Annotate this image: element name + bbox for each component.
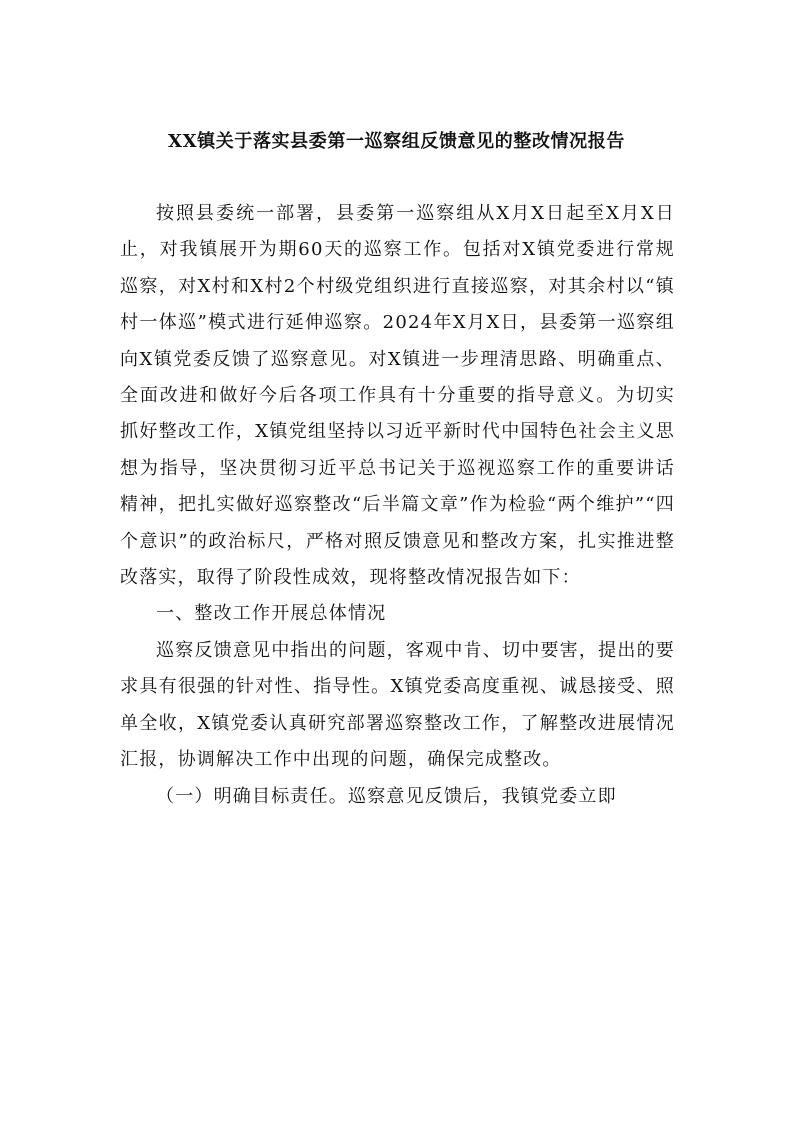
document-title: XX镇关于落实县委第一巡察组反馈意见的整改情况报告 (168, 131, 625, 152)
section-1-heading: 一、整改工作开展总体情况 (156, 603, 387, 625)
intro-paragraph: 按照县委统一部署，县委第一巡察组从X月X日起至X月X日止，对我镇展开为期60天的巡察工作。包括对X镇党委进行常规巡察，对X村和X村2个村级党组织进行直接巡察，对其余村以“镇村一体巡”模式进行延伸巡察。2024年X月X日，县委第一巡察组向X镇党委反馈了巡察意见。对X镇进一步理清思路、明确重点、全面改进和做好今后各项工作具有十分重要的指导意义。为切实抓好整改工作，X镇党组坚持以习近平新时代中国特色社会主义思想为指导，坚决贯彻习近平总书记关于巡视巡察工作的重要讲话精神，把扎实做好巡察整改“后半篇文章”作为检验“两个维护”“四个意识”的政治标尺，严格对照反馈意见和整改方案，扎实推进整改落实，取得了阶段性成效，现将整改情况报告如下： (120, 203, 675, 589)
subsection-1-paragraph: （一）明确目标责任。巡察意见反馈后，我镇党委立即 (156, 785, 617, 807)
document-body (120, 196, 675, 815)
section-1-paragraph: 巡察反馈意见中指出的问题，客观中肯、切中要害，提出的要求具有很强的针对性、指导性。X镇党委高度重视、诚恳接受、照单全收，X镇党委认真研究部署巡察整改工作，了解整改进展情况汇报，协调解决工作中出现的问题，确保完成整改。 (120, 639, 675, 771)
